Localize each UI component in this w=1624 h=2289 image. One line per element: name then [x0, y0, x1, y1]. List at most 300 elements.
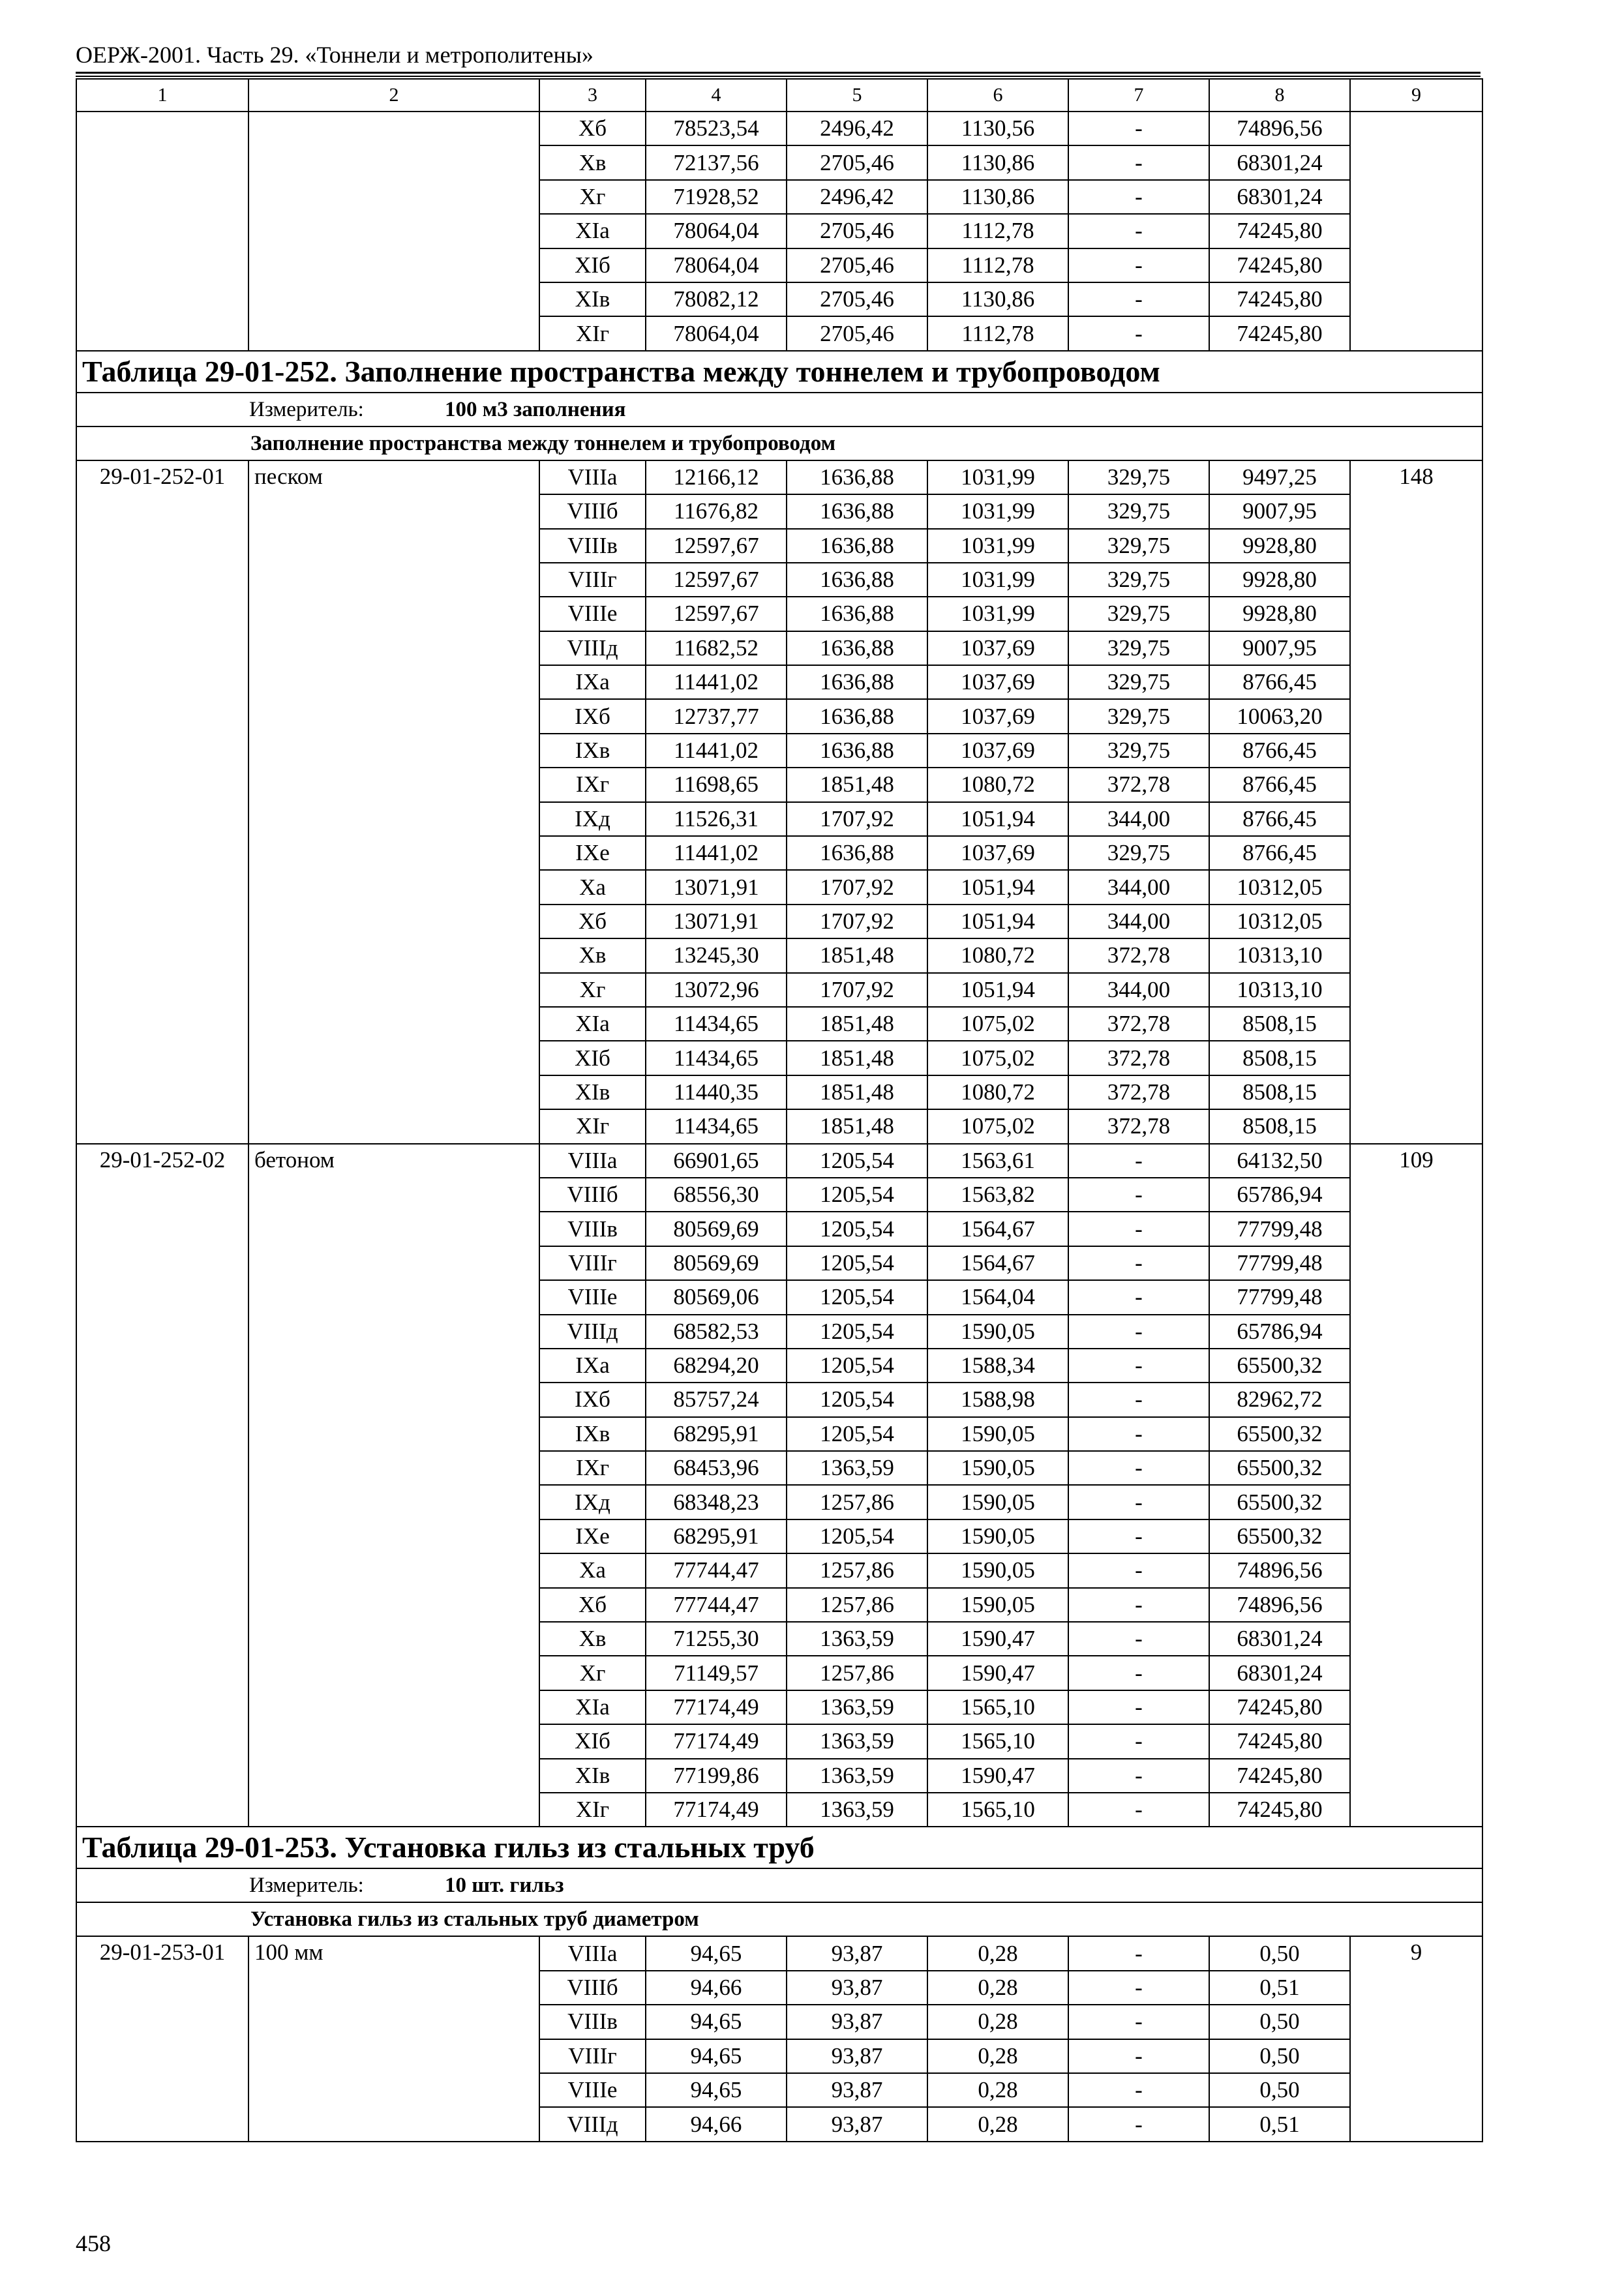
section-heading-row	[76, 426, 1482, 460]
driver-wage-cell: -	[1068, 2005, 1209, 2039]
labor-cost-cell: 1363,59	[787, 1724, 927, 1758]
materials-cost-cell: 0,51	[1209, 1971, 1350, 2005]
labor-cost-cell: 1707,92	[787, 870, 927, 904]
driver-wage-cell: -	[1068, 1622, 1209, 1656]
item-count: 148	[1350, 460, 1482, 1144]
zone-cell: VIIIе	[539, 2073, 646, 2107]
zone-cell: Хг	[539, 180, 646, 214]
direct-cost-cell: 11440,35	[646, 1075, 787, 1109]
direct-cost-cell: 94,65	[646, 1936, 787, 1970]
table-row	[76, 1936, 1482, 1970]
materials-cost-cell: 74245,80	[1209, 282, 1350, 316]
zone-cell: XIг	[539, 1109, 646, 1143]
section-heading-row	[76, 1902, 1482, 1936]
driver-wage-cell: -	[1068, 214, 1209, 248]
driver-wage-cell: 344,00	[1068, 802, 1209, 836]
labor-cost-cell: 1851,48	[787, 1109, 927, 1143]
machine-cost-cell: 0,28	[927, 2039, 1068, 2073]
zone-cell: VIIIв	[539, 2005, 646, 2039]
zone-cell: Ха	[539, 1553, 646, 1587]
driver-wage-cell: 329,75	[1068, 563, 1209, 597]
running-header: ОЕРЖ-2001. Часть 29. «Тоннели и метрополитены»	[76, 42, 594, 68]
driver-wage-cell: 329,75	[1068, 529, 1209, 563]
direct-cost-cell: 78523,54	[646, 112, 787, 145]
driver-wage-cell: -	[1068, 1383, 1209, 1416]
machine-cost-cell: 1130,86	[927, 145, 1068, 179]
materials-cost-cell: 74896,56	[1209, 1553, 1350, 1587]
zone-cell: XIб	[539, 1041, 646, 1075]
machine-cost-cell: 1051,94	[927, 973, 1068, 1007]
materials-cost-cell: 9007,95	[1209, 494, 1350, 528]
materials-cost-cell: 0,50	[1209, 2073, 1350, 2107]
driver-wage-cell: 372,78	[1068, 1007, 1209, 1041]
labor-cost-cell: 1205,54	[787, 1349, 927, 1383]
machine-cost-cell: 1130,56	[927, 112, 1068, 145]
item-name: песком	[248, 460, 539, 1144]
machine-cost-cell: 1037,69	[927, 665, 1068, 699]
direct-cost-cell: 94,65	[646, 2039, 787, 2073]
materials-cost-cell: 77799,48	[1209, 1280, 1350, 1314]
materials-cost-cell: 8766,45	[1209, 802, 1350, 836]
direct-cost-cell: 11676,82	[646, 494, 787, 528]
meter-label: Измеритель:	[249, 397, 364, 421]
labor-cost-cell: 93,87	[787, 1936, 927, 1970]
zone-cell: VIIIг	[539, 563, 646, 597]
zone-cell: IXб	[539, 699, 646, 733]
direct-cost-cell: 12597,67	[646, 529, 787, 563]
table-title: Таблица 29-01-252. Заполнение пространства между тоннелем и трубопроводом	[76, 351, 1482, 393]
direct-cost-cell: 71255,30	[646, 1622, 787, 1656]
item-count: 109	[1350, 1144, 1482, 1827]
labor-cost-cell: 1205,54	[787, 1246, 927, 1280]
zone-cell: Хв	[539, 938, 646, 972]
direct-cost-cell: 80569,69	[646, 1212, 787, 1246]
direct-cost-cell: 78082,12	[646, 282, 787, 316]
materials-cost-cell: 10313,10	[1209, 973, 1350, 1007]
column-number-4: 4	[646, 79, 787, 112]
name-cell	[248, 112, 539, 351]
meter-row	[76, 393, 1482, 426]
direct-cost-cell: 94,65	[646, 2073, 787, 2107]
machine-cost-cell: 1112,78	[927, 214, 1068, 248]
machine-cost-cell: 0,28	[927, 1936, 1068, 1970]
direct-cost-cell: 11441,02	[646, 836, 787, 870]
materials-cost-cell: 9497,25	[1209, 460, 1350, 494]
direct-cost-cell: 78064,04	[646, 214, 787, 248]
labor-cost-cell: 1363,59	[787, 1759, 927, 1793]
materials-cost-cell: 10063,20	[1209, 699, 1350, 733]
column-number-row	[76, 79, 1482, 112]
labor-cost-cell: 1257,86	[787, 1588, 927, 1622]
labor-cost-cell: 1205,54	[787, 1280, 927, 1314]
machine-cost-cell: 1564,04	[927, 1280, 1068, 1314]
rates-table	[76, 78, 1483, 2142]
direct-cost-cell: 77174,49	[646, 1793, 787, 1827]
machine-cost-cell: 1590,05	[927, 1451, 1068, 1485]
driver-wage-cell: 344,00	[1068, 973, 1209, 1007]
materials-cost-cell: 74245,80	[1209, 1793, 1350, 1827]
direct-cost-cell: 94,66	[646, 1971, 787, 2005]
driver-wage-cell: 329,75	[1068, 494, 1209, 528]
table-row	[76, 112, 1482, 145]
machine-cost-cell: 1130,86	[927, 282, 1068, 316]
zone-cell: XIб	[539, 248, 646, 282]
direct-cost-cell: 12166,12	[646, 460, 787, 494]
direct-cost-cell: 68348,23	[646, 1485, 787, 1519]
table-title: Таблица 29-01-253. Установка гильз из стальных труб	[76, 1827, 1482, 1868]
direct-cost-cell: 12597,67	[646, 563, 787, 597]
machine-cost-cell: 1080,72	[927, 768, 1068, 801]
direct-cost-cell: 85757,24	[646, 1383, 787, 1416]
machine-cost-cell: 1031,99	[927, 597, 1068, 631]
code-cell	[76, 112, 248, 351]
page-number: 458	[76, 2230, 111, 2256]
materials-cost-cell: 74245,80	[1209, 1724, 1350, 1758]
zone-cell: Хг	[539, 973, 646, 1007]
materials-cost-cell: 8508,15	[1209, 1109, 1350, 1143]
labor-cost-cell: 1851,48	[787, 1075, 927, 1109]
labor-cost-cell: 2705,46	[787, 316, 927, 350]
labor-cost-cell: 1636,88	[787, 631, 927, 665]
zone-cell: VIIIг	[539, 2039, 646, 2073]
direct-cost-cell: 68453,96	[646, 1451, 787, 1485]
direct-cost-cell: 11441,02	[646, 665, 787, 699]
zone-cell: XIг	[539, 1793, 646, 1827]
column-number-5: 5	[787, 79, 927, 112]
item-code: 29-01-252-01	[76, 460, 248, 1144]
labor-cost-cell: 1636,88	[787, 460, 927, 494]
machine-cost-cell: 1588,98	[927, 1383, 1068, 1416]
direct-cost-cell: 11441,02	[646, 734, 787, 768]
direct-cost-cell: 94,65	[646, 2005, 787, 2039]
machine-cost-cell: 1590,05	[927, 1315, 1068, 1349]
driver-wage-cell: -	[1068, 145, 1209, 179]
driver-wage-cell: -	[1068, 1553, 1209, 1587]
table-row	[76, 1144, 1482, 1178]
machine-cost-cell: 1588,34	[927, 1349, 1068, 1383]
driver-wage-cell: -	[1068, 316, 1209, 350]
zone-cell: IXа	[539, 1349, 646, 1383]
materials-cost-cell: 9007,95	[1209, 631, 1350, 665]
machine-cost-cell: 1112,78	[927, 316, 1068, 350]
materials-cost-cell: 65500,32	[1209, 1485, 1350, 1519]
materials-cost-cell: 65500,32	[1209, 1519, 1350, 1553]
labor-cost-cell: 1205,54	[787, 1212, 927, 1246]
labor-cost-cell: 93,87	[787, 2107, 927, 2141]
driver-wage-cell: 329,75	[1068, 460, 1209, 494]
labor-cost-cell: 1707,92	[787, 905, 927, 938]
materials-cost-cell: 65786,94	[1209, 1315, 1350, 1349]
direct-cost-cell: 68294,20	[646, 1349, 787, 1383]
materials-cost-cell: 74245,80	[1209, 1690, 1350, 1724]
zone-cell: Хб	[539, 905, 646, 938]
driver-wage-cell: -	[1068, 1417, 1209, 1451]
labor-cost-cell: 2705,46	[787, 214, 927, 248]
materials-cost-cell: 82962,72	[1209, 1383, 1350, 1416]
materials-cost-cell: 65500,32	[1209, 1451, 1350, 1485]
labor-cost-cell: 2496,42	[787, 112, 927, 145]
direct-cost-cell: 13245,30	[646, 938, 787, 972]
materials-cost-cell: 8766,45	[1209, 665, 1350, 699]
direct-cost-cell: 68295,91	[646, 1417, 787, 1451]
machine-cost-cell: 1051,94	[927, 905, 1068, 938]
machine-cost-cell: 0,28	[927, 2073, 1068, 2107]
machine-cost-cell: 1080,72	[927, 1075, 1068, 1109]
direct-cost-cell: 94,66	[646, 2107, 787, 2141]
materials-cost-cell: 68301,24	[1209, 1622, 1350, 1656]
machine-cost-cell: 1564,67	[927, 1246, 1068, 1280]
column-number-7: 7	[1068, 79, 1209, 112]
materials-cost-cell: 68301,24	[1209, 145, 1350, 179]
section-heading: Заполнение пространства между тоннелем и трубопроводом	[76, 426, 1482, 460]
machine-cost-cell: 1037,69	[927, 734, 1068, 768]
machine-cost-cell: 1037,69	[927, 631, 1068, 665]
labor-cost-cell: 1363,59	[787, 1622, 927, 1656]
driver-wage-cell: 329,75	[1068, 631, 1209, 665]
direct-cost-cell: 77174,49	[646, 1724, 787, 1758]
materials-cost-cell: 74245,80	[1209, 214, 1350, 248]
zone-cell: VIIIе	[539, 1280, 646, 1314]
zone-cell: IXг	[539, 1451, 646, 1485]
machine-cost-cell: 1080,72	[927, 938, 1068, 972]
zone-cell: IXг	[539, 768, 646, 801]
machine-cost-cell: 0,28	[927, 2107, 1068, 2141]
direct-cost-cell: 78064,04	[646, 316, 787, 350]
labor-cost-cell: 1851,48	[787, 1041, 927, 1075]
labor-cost-cell: 1636,88	[787, 597, 927, 631]
direct-cost-cell: 13071,91	[646, 905, 787, 938]
machine-cost-cell: 1112,78	[927, 248, 1068, 282]
labor-cost-cell: 1257,86	[787, 1553, 927, 1587]
materials-cost-cell: 9928,80	[1209, 597, 1350, 631]
machine-cost-cell: 1590,05	[927, 1588, 1068, 1622]
machine-cost-cell: 1031,99	[927, 529, 1068, 563]
driver-wage-cell: -	[1068, 1349, 1209, 1383]
machine-cost-cell: 1075,02	[927, 1109, 1068, 1143]
zone-cell: VIIIа	[539, 460, 646, 494]
driver-wage-cell: -	[1068, 1724, 1209, 1758]
materials-cost-cell: 8508,15	[1209, 1075, 1350, 1109]
machine-cost-cell: 1563,61	[927, 1144, 1068, 1178]
direct-cost-cell: 12737,77	[646, 699, 787, 733]
driver-wage-cell: -	[1068, 1971, 1209, 2005]
machine-cost-cell: 1031,99	[927, 563, 1068, 597]
column-number-8: 8	[1209, 79, 1350, 112]
zone-cell: VIIIе	[539, 597, 646, 631]
zone-cell: VIIIд	[539, 2107, 646, 2141]
labor-cost-cell: 1636,88	[787, 734, 927, 768]
materials-cost-cell: 0,50	[1209, 2005, 1350, 2039]
labor-cost-cell: 1257,86	[787, 1485, 927, 1519]
zone-cell: XIв	[539, 282, 646, 316]
column-number-3: 3	[539, 79, 646, 112]
materials-cost-cell: 68301,24	[1209, 1656, 1350, 1690]
materials-cost-cell: 65500,32	[1209, 1417, 1350, 1451]
labor-cost-cell: 93,87	[787, 2005, 927, 2039]
zone-cell: VIIIа	[539, 1144, 646, 1178]
direct-cost-cell: 72137,56	[646, 145, 787, 179]
machine-cost-cell: 1564,67	[927, 1212, 1068, 1246]
zone-cell: IXа	[539, 665, 646, 699]
materials-cost-cell: 64132,50	[1209, 1144, 1350, 1178]
meter-label: Измеритель:	[249, 1874, 364, 1898]
driver-wage-cell: -	[1068, 112, 1209, 145]
labor-cost-cell: 1363,59	[787, 1451, 927, 1485]
materials-cost-cell: 68301,24	[1209, 180, 1350, 214]
labor-cost-cell: 1363,59	[787, 1690, 927, 1724]
direct-cost-cell: 80569,69	[646, 1246, 787, 1280]
materials-cost-cell: 74896,56	[1209, 1588, 1350, 1622]
materials-cost-cell: 8766,45	[1209, 836, 1350, 870]
machine-cost-cell: 1590,05	[927, 1553, 1068, 1587]
direct-cost-cell: 11682,52	[646, 631, 787, 665]
zone-cell: XIб	[539, 1724, 646, 1758]
meter-value: 10 шт. гильз	[445, 1874, 564, 1898]
machine-cost-cell: 1037,69	[927, 836, 1068, 870]
zone-cell: XIа	[539, 1007, 646, 1041]
item-name: 100 мм	[248, 1936, 539, 2141]
meter-cell	[76, 1868, 1482, 1902]
labor-cost-cell: 1636,88	[787, 699, 927, 733]
driver-wage-cell: -	[1068, 1936, 1209, 1970]
column-number-2: 2	[248, 79, 539, 112]
machine-cost-cell: 1565,10	[927, 1724, 1068, 1758]
labor-cost-cell: 1205,54	[787, 1144, 927, 1178]
labor-cost-cell: 1707,92	[787, 973, 927, 1007]
materials-cost-cell: 0,50	[1209, 1936, 1350, 1970]
table-title-row	[76, 1827, 1482, 1868]
machine-cost-cell: 1590,47	[927, 1656, 1068, 1690]
zone-cell: VIIIа	[539, 1936, 646, 1970]
direct-cost-cell: 68582,53	[646, 1315, 787, 1349]
machine-cost-cell: 1031,99	[927, 460, 1068, 494]
zone-cell: Хб	[539, 1588, 646, 1622]
item-code: 29-01-252-02	[76, 1144, 248, 1827]
direct-cost-cell: 11434,65	[646, 1109, 787, 1143]
driver-wage-cell: -	[1068, 1690, 1209, 1724]
column-number-9: 9	[1350, 79, 1482, 112]
labor-cost-cell: 1707,92	[787, 802, 927, 836]
labor-cost-cell: 1636,88	[787, 529, 927, 563]
header-rule-2	[76, 76, 1481, 77]
driver-wage-cell: -	[1068, 1485, 1209, 1519]
materials-cost-cell: 9928,80	[1209, 529, 1350, 563]
zone-cell: VIIIг	[539, 1246, 646, 1280]
direct-cost-cell: 77744,47	[646, 1588, 787, 1622]
materials-cost-cell: 10312,05	[1209, 870, 1350, 904]
direct-cost-cell: 11434,65	[646, 1007, 787, 1041]
labor-cost-cell: 1205,54	[787, 1315, 927, 1349]
materials-cost-cell: 8766,45	[1209, 734, 1350, 768]
labor-cost-cell: 93,87	[787, 2039, 927, 2073]
zone-cell: IXв	[539, 1417, 646, 1451]
direct-cost-cell: 13072,96	[646, 973, 787, 1007]
zone-cell: XIг	[539, 316, 646, 350]
machine-cost-cell: 1051,94	[927, 802, 1068, 836]
driver-wage-cell: 329,75	[1068, 699, 1209, 733]
materials-cost-cell: 8508,15	[1209, 1041, 1350, 1075]
driver-wage-cell: -	[1068, 1451, 1209, 1485]
direct-cost-cell: 77199,86	[646, 1759, 787, 1793]
materials-cost-cell: 0,51	[1209, 2107, 1350, 2141]
labor-cost-cell: 1205,54	[787, 1519, 927, 1553]
driver-wage-cell: -	[1068, 1793, 1209, 1827]
labor-cost-cell: 1205,54	[787, 1383, 927, 1416]
zone-cell: Хв	[539, 145, 646, 179]
direct-cost-cell: 71149,57	[646, 1656, 787, 1690]
zone-cell: IXв	[539, 734, 646, 768]
materials-cost-cell: 77799,48	[1209, 1246, 1350, 1280]
driver-wage-cell: -	[1068, 1178, 1209, 1212]
item-name: бетоном	[248, 1144, 539, 1827]
item-code: 29-01-253-01	[76, 1936, 248, 2141]
zone-cell: XIв	[539, 1075, 646, 1109]
labor-cost-cell: 2496,42	[787, 180, 927, 214]
driver-wage-cell: -	[1068, 2107, 1209, 2141]
direct-cost-cell: 68556,30	[646, 1178, 787, 1212]
driver-wage-cell: -	[1068, 2073, 1209, 2107]
materials-cost-cell: 10313,10	[1209, 938, 1350, 972]
materials-cost-cell: 74245,80	[1209, 316, 1350, 350]
labor-cost-cell: 1257,86	[787, 1656, 927, 1690]
materials-cost-cell: 0,50	[1209, 2039, 1350, 2073]
machine-cost-cell: 1565,10	[927, 1690, 1068, 1724]
driver-wage-cell: 329,75	[1068, 734, 1209, 768]
zone-cell: VIIIб	[539, 494, 646, 528]
zone-cell: Ха	[539, 870, 646, 904]
zone-cell: IXб	[539, 1383, 646, 1416]
materials-cost-cell: 10312,05	[1209, 905, 1350, 938]
zone-cell: IXд	[539, 1485, 646, 1519]
direct-cost-cell: 80569,06	[646, 1280, 787, 1314]
materials-cost-cell: 77799,48	[1209, 1212, 1350, 1246]
labor-cost-cell: 1636,88	[787, 563, 927, 597]
direct-cost-cell: 11434,65	[646, 1041, 787, 1075]
driver-wage-cell: 372,78	[1068, 1075, 1209, 1109]
zone-cell: VIIIб	[539, 1178, 646, 1212]
driver-wage-cell: -	[1068, 1519, 1209, 1553]
machine-cost-cell: 1130,86	[927, 180, 1068, 214]
labor-cost-cell: 2705,46	[787, 248, 927, 282]
machine-cost-cell: 1590,05	[927, 1417, 1068, 1451]
driver-wage-cell: -	[1068, 1759, 1209, 1793]
table-title-row	[76, 351, 1482, 393]
machine-cost-cell: 1075,02	[927, 1007, 1068, 1041]
labor-cost-cell: 1636,88	[787, 665, 927, 699]
zone-cell: Хв	[539, 1622, 646, 1656]
machine-cost-cell: 1590,47	[927, 1759, 1068, 1793]
labor-cost-cell: 1363,59	[787, 1793, 927, 1827]
direct-cost-cell: 78064,04	[646, 248, 787, 282]
driver-wage-cell: -	[1068, 1280, 1209, 1314]
driver-wage-cell: 329,75	[1068, 836, 1209, 870]
driver-wage-cell: -	[1068, 1656, 1209, 1690]
header-rule	[76, 72, 1481, 74]
labor-cost-cell: 1205,54	[787, 1178, 927, 1212]
driver-wage-cell: 372,78	[1068, 768, 1209, 801]
zone-cell: IXе	[539, 836, 646, 870]
machine-cost-cell: 1590,05	[927, 1485, 1068, 1519]
driver-wage-cell: 329,75	[1068, 665, 1209, 699]
materials-cost-cell: 74896,56	[1209, 112, 1350, 145]
labor-cost-cell: 1851,48	[787, 1007, 927, 1041]
meter-value: 100 м3 заполнения	[445, 397, 626, 421]
driver-wage-cell: -	[1068, 1246, 1209, 1280]
labor-cost-cell: 2705,46	[787, 145, 927, 179]
labor-cost-cell: 93,87	[787, 2073, 927, 2107]
labor-cost-cell: 2705,46	[787, 282, 927, 316]
direct-cost-cell: 77744,47	[646, 1553, 787, 1587]
